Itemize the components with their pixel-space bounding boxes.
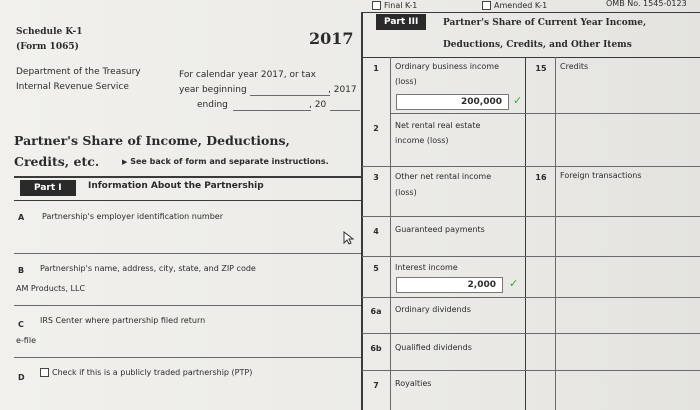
line-1-divider (390, 113, 525, 114)
part1-top-rule (14, 176, 361, 178)
line-1-label-2: (loss) (395, 77, 417, 86)
right-grid-row-7 (525, 370, 700, 371)
line-2-number: 2 (373, 124, 379, 133)
part1-bottom-rule (14, 200, 361, 201)
line-1-label: Ordinary business income (395, 62, 499, 71)
line-5-number: 5 (373, 264, 379, 273)
item-c-label: IRS Center where partnership filed return (40, 316, 206, 325)
ptp-checkbox[interactable] (40, 368, 49, 377)
line-6a-number: 6a (370, 307, 382, 316)
form-number: (Form 1065) (16, 42, 79, 52)
line-3-divider (362, 216, 525, 217)
year-beginning-field[interactable] (250, 95, 330, 96)
line-3-label-2: (loss) (395, 188, 417, 197)
see-back-text: See back of form and separate instructions. (130, 157, 329, 166)
tax-year: 2017 (309, 29, 354, 48)
line-3-label: Other net rental income (395, 172, 492, 181)
line-3-number: 3 (373, 173, 379, 182)
part1-title: Information About the Partnership (88, 181, 264, 191)
right-number-column-divider (555, 57, 556, 410)
pointer-icon: ▶ (122, 158, 128, 166)
right-grid-row-6 (525, 333, 700, 334)
line-6b-label: Qualified dividends (395, 343, 472, 352)
partnership-name-field[interactable]: AM Products, LLC (16, 284, 86, 293)
line-6a-label: Ordinary dividends (395, 305, 471, 314)
line-15-label: Credits (560, 62, 589, 71)
line-2-label: Net rental real estate (395, 121, 481, 130)
part3-header-rule (361, 57, 700, 58)
ptp-checkbox-row[interactable] (40, 368, 252, 377)
title-line2: Credits, etc. (14, 154, 100, 169)
line-4-label: Guaranteed payments (395, 225, 485, 234)
department-label: Department of the Treasury (16, 67, 141, 77)
checkmark-icon: ✓ (509, 277, 519, 290)
ending-field[interactable] (233, 110, 311, 111)
middle-column-divider (525, 57, 526, 410)
item-d-letter: D (18, 373, 25, 382)
part3-label: Part III (376, 14, 426, 30)
interest-income-field[interactable]: 2,000 (396, 277, 503, 293)
line-4-number: 4 (373, 227, 379, 236)
line-5-label: Interest income (395, 263, 458, 272)
line-2-divider (362, 166, 525, 167)
final-k1-checkbox[interactable] (372, 1, 417, 10)
item-b-label: Partnership's name, address, city, state, and ZIP code (40, 264, 256, 273)
part3-title-line2: Deductions, Credits, and Other Items (443, 40, 632, 50)
line-4-divider (362, 256, 525, 257)
right-grid-row-3 (525, 216, 700, 217)
year-beginning-label: year beginning (179, 85, 247, 95)
right-grid-row-1 (525, 113, 700, 114)
ending-label: ending (197, 100, 228, 110)
item-b-divider (14, 305, 361, 306)
amended-k1-label: Amended K-1 (494, 1, 548, 10)
schedule-label: Schedule K-1 (16, 27, 83, 37)
amended-k1-box[interactable] (482, 1, 491, 10)
line-15-number: 15 (535, 64, 547, 73)
item-b-letter: B (18, 266, 25, 275)
line-6a-divider (362, 333, 525, 334)
part3-title-line1: Partner's Share of Current Year Income, (443, 18, 647, 28)
ending-year-field[interactable] (330, 110, 360, 111)
line-6b-divider (362, 370, 525, 371)
ending-suffix: , 20 (309, 100, 327, 110)
line-16-number: 16 (535, 173, 547, 182)
part3-top-rule (361, 12, 700, 13)
line-7-label: Royalties (395, 379, 432, 388)
line-16-label: Foreign transactions (560, 171, 642, 180)
right-grid-row-2 (525, 166, 700, 167)
line-6b-number: 6b (370, 344, 382, 353)
final-k1-box[interactable] (372, 1, 381, 10)
amended-k1-checkbox[interactable] (482, 1, 547, 10)
title-line1: Partner's Share of Income, Deductions, (14, 133, 290, 148)
line-1-number: 1 (373, 64, 379, 73)
checkmark-icon: ✓ (513, 94, 523, 107)
ptp-label: Check if this is a publicly traded partnership (PTP) (52, 368, 253, 377)
line-2-label-2: income (loss) (395, 136, 449, 145)
see-back-note (122, 157, 329, 166)
omb-number: OMB No. 1545-0123 (606, 0, 687, 8)
irs-label: Internal Revenue Service (16, 82, 129, 92)
item-a-label: Partnership's employer identification number (42, 212, 224, 221)
item-c-letter: C (18, 320, 24, 329)
mouse-cursor-icon (343, 231, 354, 245)
line-number-column-divider (390, 57, 391, 410)
ordinary-business-income-field[interactable]: 200,000 (396, 94, 509, 110)
calendar-year-text: For calendar year 2017, or tax (179, 70, 316, 80)
part1-label: Part I (20, 180, 76, 196)
year-beginning-suffix: , 2017 (328, 85, 357, 95)
final-k1-label: Final K-1 (384, 1, 418, 10)
item-c-divider (14, 357, 361, 358)
line-7-number: 7 (373, 381, 379, 390)
item-a-letter: A (18, 213, 25, 222)
ein-field[interactable] (14, 224, 359, 250)
line-5-divider (362, 297, 525, 298)
right-grid-row-5 (525, 297, 700, 298)
irs-center-field[interactable]: e-file (16, 336, 36, 345)
right-grid-row-4 (525, 256, 700, 257)
item-a-divider (14, 253, 361, 254)
